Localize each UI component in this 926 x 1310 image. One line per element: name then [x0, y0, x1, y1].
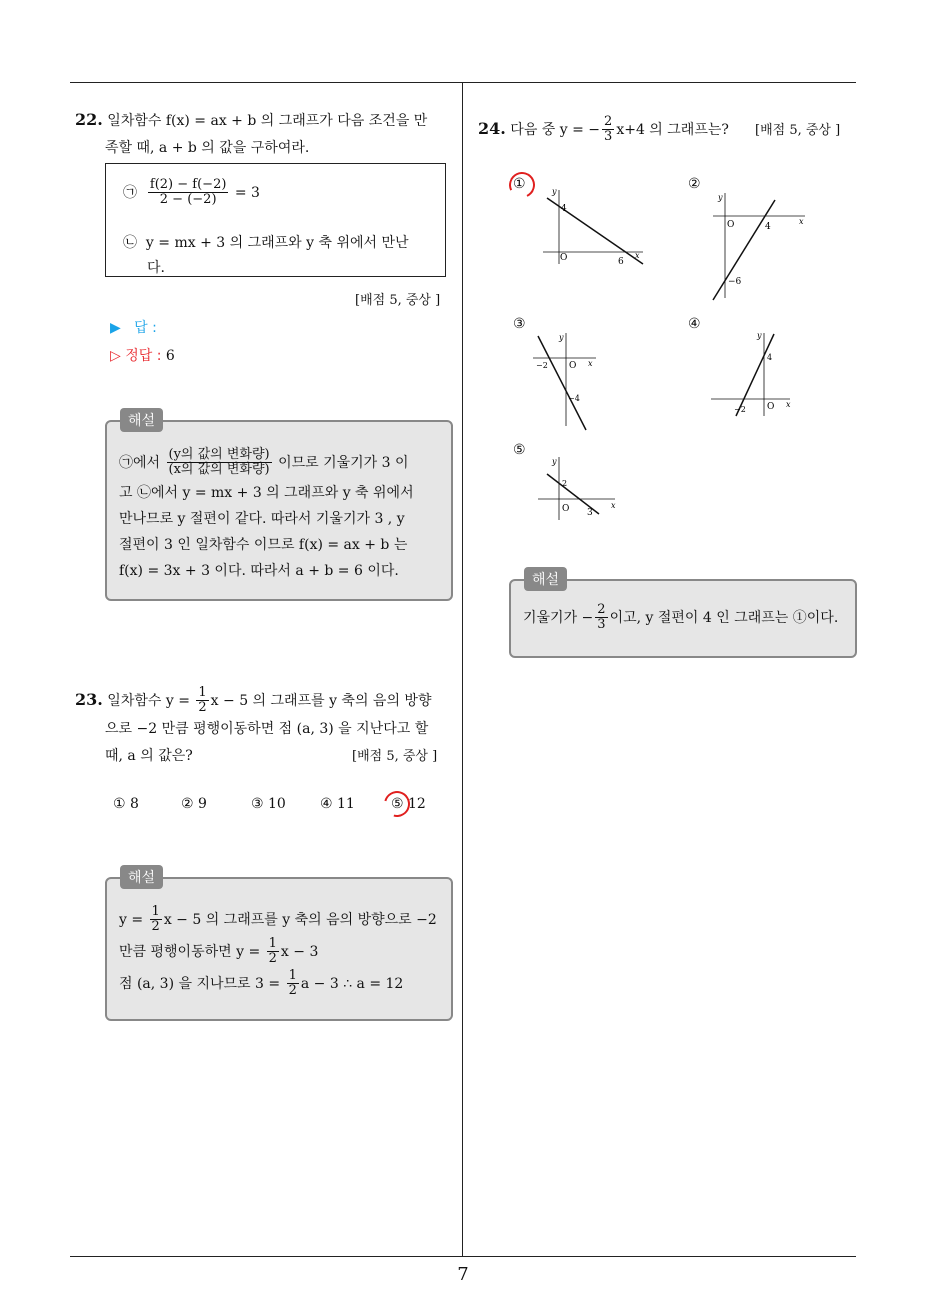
condition-1-rhs: = 3: [234, 184, 260, 201]
question-text-line2: 으로 −2 만큼 평행이동하면 점 (a, 3) 을 지난다고 할: [105, 721, 429, 737]
svg-text:y: y: [559, 333, 564, 342]
page-number: 7: [457, 1264, 469, 1285]
option-label-3[interactable]: ③: [513, 316, 526, 332]
column-divider: [462, 82, 463, 1256]
svg-text:y: y: [757, 331, 762, 340]
svg-text:x: x: [799, 217, 804, 226]
svg-text:2: 2: [562, 479, 568, 488]
option-label-5[interactable]: ⑤: [513, 442, 526, 458]
correct-label: 정답 :: [125, 348, 162, 364]
choice-2[interactable]: ② 9: [181, 796, 207, 812]
correct-value: 6: [165, 348, 175, 364]
play-icon: ▶: [110, 320, 121, 336]
option-label-4[interactable]: ④: [688, 316, 701, 332]
graph-option-2[interactable]: [705, 188, 810, 303]
score-label: [배점 5, 중상 ]: [755, 123, 841, 138]
svg-text:−4: −4: [568, 394, 580, 403]
answer-label: 답 :: [134, 320, 157, 336]
top-rule: [70, 82, 856, 83]
graph-option-3[interactable]: [530, 328, 605, 433]
svg-text:4: 4: [765, 222, 771, 232]
question-number: 23.: [75, 689, 103, 709]
svg-text:−2: −2: [734, 405, 746, 414]
svg-text:O: O: [767, 402, 775, 412]
svg-text:4: 4: [561, 204, 567, 214]
option-label-1[interactable]: ①: [513, 176, 526, 192]
solution-box: 기울기가 − $\frac{2}{3}$ 이고, y 절편이 4 인 그래프는 ①이다.: [509, 579, 857, 658]
svg-text:y: y: [718, 193, 723, 202]
condition-2-text: y = mx + 3 의 그래프와 y 축 위에서 만난: [145, 235, 409, 251]
choice-1[interactable]: ① 8: [113, 796, 139, 812]
solution-fraction: $\frac{\text{(y의 값의 변화량)}}{\text{(x의 값의 변화량)}}$: [168, 447, 270, 478]
question-fraction: $\frac{1}{2}$: [198, 685, 207, 716]
svg-text:x: x: [588, 359, 593, 368]
svg-text:x: x: [611, 501, 616, 510]
question-number: 22.: [75, 110, 103, 129]
score-label: [배점 5, 중상 ]: [352, 749, 438, 764]
question-text-line1: 일차함수 f(x) = ax + b 의 그래프가 다음 조건을 만: [107, 113, 428, 129]
graph-option-1[interactable]: [535, 186, 650, 270]
condition-1-mark: ㉠: [123, 184, 137, 201]
question-fraction: $\frac{2}{3}$: [604, 114, 613, 145]
condition-2-mark: ㉡: [123, 235, 137, 251]
svg-text:x: x: [635, 251, 640, 260]
correct-answer-line: [110, 345, 175, 365]
solution-tag: 해설: [524, 567, 567, 591]
choice-5[interactable]: ⑤ 12: [391, 796, 426, 812]
svg-text:O: O: [562, 504, 570, 514]
option-label-2[interactable]: ②: [688, 176, 701, 192]
question-text-line2: 족할 때, a + b 의 값을 구하여라.: [105, 140, 310, 156]
svg-text:y: y: [552, 457, 557, 466]
solution-box: ㉠에서 $\frac{\text{(y의 값의 변화량)}}{\text{(x의 값의 변화량)}}$ 이므로 기울기가 3 이 고 ㉡에서 y = mx + 3 의 그래프와 y 축 위에서 만나므로 y 절편이 같다. 따라서 기울기가 3 , y 절편이 3 인 일차함수 이므로 f(x) = ax + b 는 f(x) = 3x + 3 이다. 따라서 a + b = 6 이다.: [105, 420, 453, 601]
svg-text:O: O: [727, 220, 735, 230]
question-number: 24.: [478, 118, 506, 138]
svg-text:4: 4: [767, 353, 773, 362]
condition-box: [105, 163, 446, 277]
svg-text:x: x: [786, 400, 791, 409]
svg-text:O: O: [569, 361, 577, 371]
solution-tag: 해설: [120, 408, 163, 432]
condition-2-text-cont: 다.: [147, 260, 165, 276]
solution-fraction: $\frac{2}{3}$: [597, 602, 606, 633]
svg-text:−6: −6: [728, 277, 742, 287]
graph-option-4[interactable]: [708, 328, 796, 420]
triangle-outline-icon: ▷: [110, 348, 121, 364]
score-label: [배점 5, 중상 ]: [355, 293, 441, 308]
svg-text:−2: −2: [536, 361, 548, 370]
choice-4[interactable]: ④ 11: [320, 796, 355, 812]
answer-line: [110, 317, 157, 337]
bottom-rule: [70, 1256, 856, 1257]
selected-answer-circle: [379, 786, 415, 822]
condition-1-fraction: $\frac{f(2) - f(-2)}{2 - (-2)}$: [149, 177, 227, 208]
question-text-line3: 때, a 의 값은?: [105, 748, 193, 764]
solution-tag: 해설: [120, 865, 163, 889]
choice-3[interactable]: ③ 10: [251, 796, 286, 812]
selected-answer-circle: [505, 168, 538, 201]
svg-text:3: 3: [587, 508, 593, 518]
graph-line: [538, 336, 586, 430]
svg-text:6: 6: [618, 257, 624, 267]
svg-text:y: y: [552, 187, 557, 196]
svg-text:O: O: [560, 253, 568, 263]
graph-line: [713, 200, 775, 300]
graph-option-5[interactable]: [535, 452, 620, 524]
solution-box: y = $\frac{1}{2}$ x − 5 의 그래프를 y 축의 음의 방향으로 −2 만큼 평행이동하면 y = $\frac{1}{2}$ x − 3 점 (a, 3) 을 지나므로 3 = $\frac{1}{2}$ a − 3 ∴ a = 12: [105, 877, 453, 1021]
